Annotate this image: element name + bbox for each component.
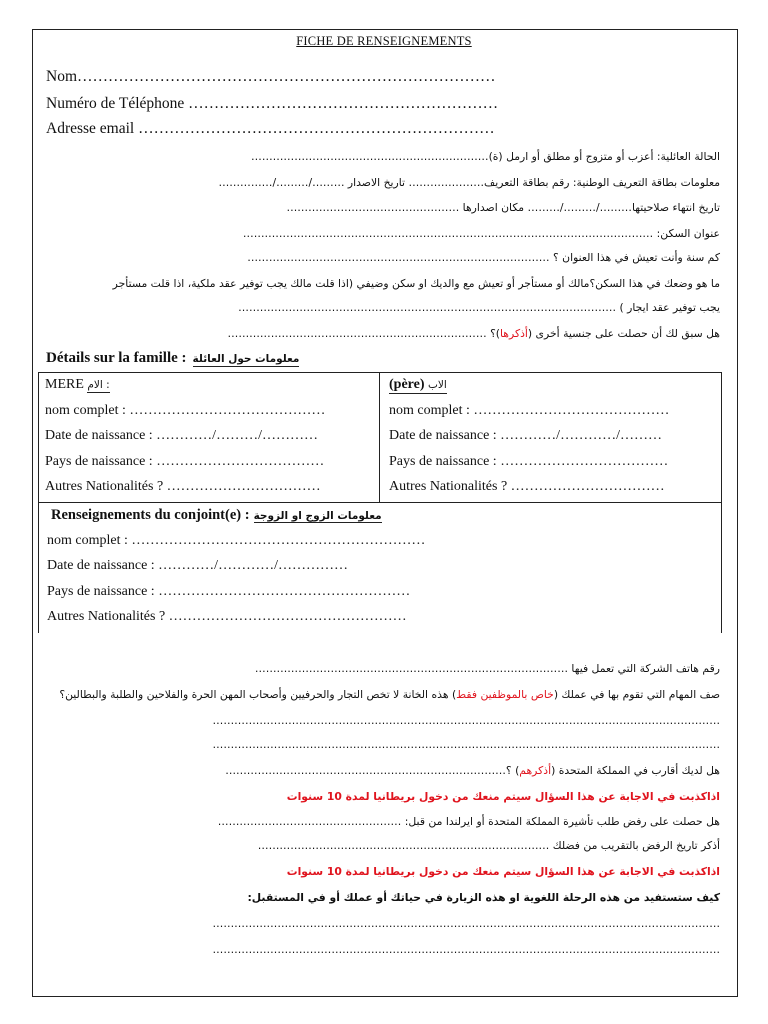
father-header: (père) الاب <box>389 377 447 392</box>
name-field[interactable]: Nom……………………………………………………………………… <box>46 68 496 85</box>
father-birthdate-field[interactable]: Date de naissance : …………/…………/……… <box>389 428 662 443</box>
uk-relatives-field[interactable]: هل لديك أقارب في المملكة المتحدة (أذكرهم) ؟…………………………………………………………………… <box>225 764 720 777</box>
visa-refusal-field[interactable]: هل حصلت على رفض طلب تأشيرة المملكة المتحدة أو ايرلندا من قبل: …………………………………………… <box>217 815 720 828</box>
spouse-birthcountry-field[interactable]: Pays de naissance : ……………………………………………… <box>47 584 411 599</box>
spouse-name-field[interactable]: nom complet : ……………………………………………………… <box>47 533 426 548</box>
trip-benefit-question: كيف ستستفيد من هذه الرحلة اللغوية او هذه الزيارة في حياتك أو عملك أو في المستقبل: <box>247 891 720 904</box>
company-phone-field[interactable]: رقم هاتف الشركة التي تعمل فيها …………………………………………………………………………… <box>254 662 720 675</box>
family-section-title: Détails sur la famille : معلومات حول العائلة <box>46 350 300 366</box>
spouse-birthdate-field[interactable]: Date de naissance : …………/…………/…………… <box>47 558 348 573</box>
parents-table-divider <box>379 373 380 503</box>
mother-nationalities-field[interactable]: Autres Nationalités ? …………………………… <box>45 479 321 494</box>
address-field[interactable]: عنوان السكن: …………………………………………………………………………………………………… <box>242 227 720 240</box>
years-at-address-field[interactable]: كم سنة وأنت تعيش في هذا العنوان ؟ ………………………………………………………………………… <box>247 251 720 264</box>
mother-birthcountry-field[interactable]: Pays de naissance : ……………………………… <box>45 454 325 469</box>
warning-text-1: اذاكذبت في الاجابة عن هذا السؤال سيتم منعك من دخول بريطانيا لمدة 10 سنوات <box>286 790 720 803</box>
father-name-field[interactable]: nom complet : …………………………………… <box>389 403 670 418</box>
trip-benefit-field-1[interactable]: …………………………………………………………………………………………………………………………… <box>212 917 720 930</box>
form-frame-bottom-line <box>32 993 738 997</box>
mother-name-field[interactable]: nom complet : …………………………………… <box>45 403 326 418</box>
other-nationality-field[interactable]: هل سبق لك أن حصلت على جنسية أخرى (أذكرها)؟ ……………………………………………………………… <box>227 327 720 340</box>
mother-header: MERE الام : <box>45 377 110 392</box>
father-birthcountry-field[interactable]: Pays de naissance : ……………………………… <box>389 454 669 469</box>
housing-status-question: ما هو وضعك في هذا السكن؟مالك أو مستأجر أو تعيش مع والديك او سكن وضيفي (اذا قلت مالك يجب توفير عقد ملكية، اذا قلت مستأجر <box>112 277 720 290</box>
housing-status-field[interactable]: يجب توفير عقد ايجار ) …………………………………………………………………………………………… <box>238 301 720 314</box>
job-tasks-field-1[interactable]: …………………………………………………………………………………………………………………………… <box>212 714 720 727</box>
id-expiry-field[interactable]: تاريخ انتهاء صلاحيتها………/………/……… مكان اصدارها ………………………………………… <box>286 201 720 214</box>
phone-field[interactable]: Numéro de Téléphone …………………………………………………… <box>46 95 499 112</box>
form-title: FICHE DE RENSEIGNEMENTS <box>296 34 472 48</box>
job-tasks-field-2[interactable]: …………………………………………………………………………………………………………………………… <box>212 738 720 751</box>
marital-status-field[interactable]: الحالة العائلية: أعزب أو متزوج أو مطلق أو ارمل (ة)………………………………………………………… <box>251 150 720 163</box>
email-field[interactable]: Adresse email …………………………………………………………… <box>46 120 495 137</box>
refusal-date-field[interactable]: أذكر تاريخ الرفض بالتقريب من فضلك ……………………………………………………………………… <box>257 839 720 852</box>
job-tasks-question: صف المهام التي تقوم بها في عملك (خاص بالموظفين فقط) هذه الخانة لا تخص التجار والحرفيين وأصحاب المهن الحرة والفلاحين والطلبة والبطالين؟ <box>59 688 720 701</box>
spouse-section <box>38 503 722 633</box>
spouse-section-title: Renseignements du conjoint(e) : معلومات الزوج او الزوجة <box>51 507 382 523</box>
id-card-field[interactable]: معلومات بطاقة التعريف الوطنية: رقم بطاقة التعريف………………… تاريخ الاصدار ………/………/…………… <box>218 176 720 189</box>
trip-benefit-field-2[interactable]: …………………………………………………………………………………………………………………………… <box>212 943 720 956</box>
father-nationalities-field[interactable]: Autres Nationalités ? …………………………… <box>389 479 665 494</box>
mother-birthdate-field[interactable]: Date de naissance : …………/………/………… <box>45 428 318 443</box>
spouse-nationalities-field[interactable]: Autres Nationalités ? …………………………………………… <box>47 609 407 624</box>
parents-table <box>38 372 722 503</box>
warning-text-2: اذاكذبت في الاجابة عن هذا السؤال سيتم منعك من دخول بريطانيا لمدة 10 سنوات <box>286 865 720 878</box>
